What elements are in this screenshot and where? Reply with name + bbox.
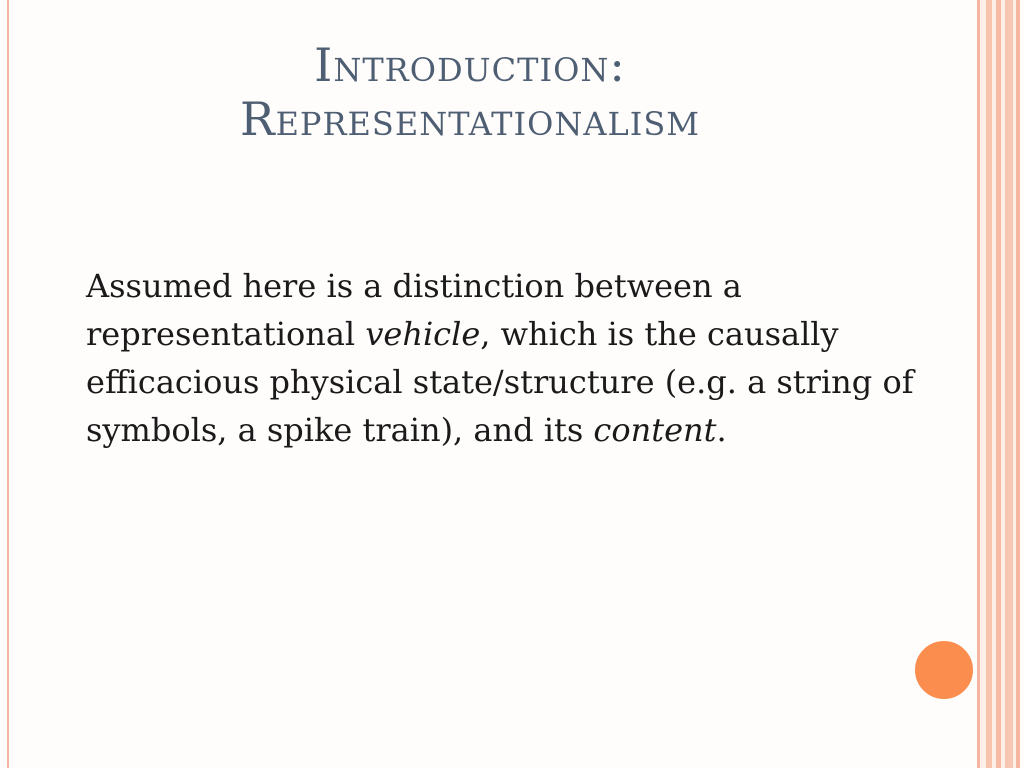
slide-title — [120, 38, 820, 146]
slide-title-line-2: Representationalism — [239, 92, 701, 146]
body-emphasis-content: content — [593, 411, 717, 449]
decorative-stripe — [996, 0, 1001, 768]
decorative-circle — [913, 639, 975, 701]
left-border-line — [7, 0, 9, 768]
body-emphasis-vehicle: vehicle — [365, 315, 481, 353]
slide-body-text — [86, 262, 956, 454]
slide-title-line-1: Introduction: — [314, 38, 626, 92]
body-text-part: , which is the causally efficacious physical state/structure (e.g. a string of symbols, a spike train), and its — [86, 315, 914, 449]
decorative-stripe — [986, 0, 992, 768]
body-text-part: Assumed here is a distinction between a representational — [86, 267, 742, 353]
decorative-stripe — [1005, 0, 1013, 768]
body-text-part: . — [716, 411, 727, 449]
decorative-stripe — [1016, 0, 1020, 768]
decorative-stripe — [977, 0, 980, 768]
